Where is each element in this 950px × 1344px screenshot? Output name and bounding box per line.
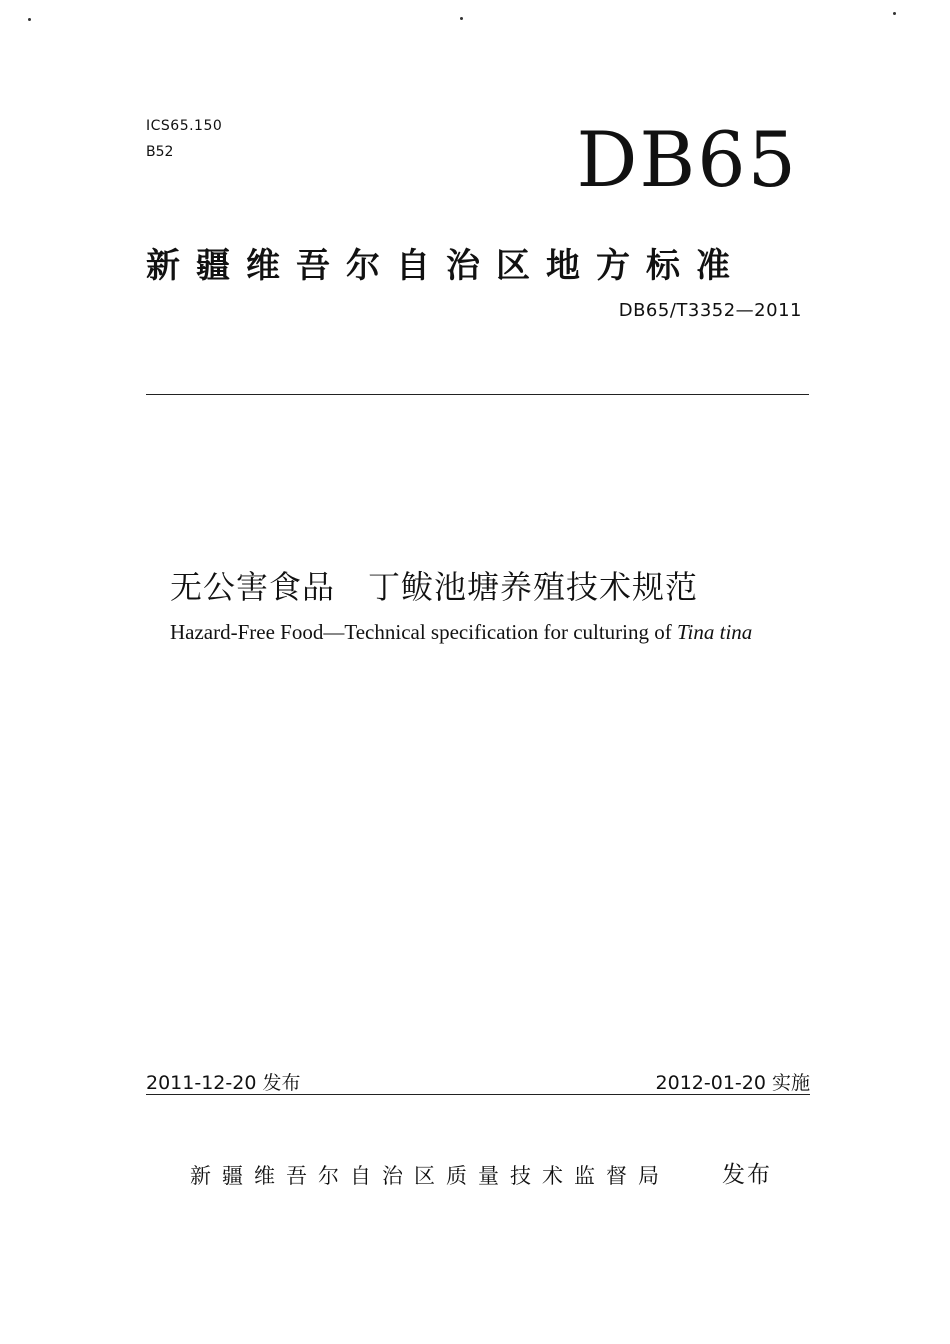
issuer-name: 新疆维吾尔自治区质量技术监督局 bbox=[190, 1164, 670, 1188]
standard-title: 新疆维吾尔自治区地方标准 bbox=[146, 246, 746, 286]
date-row bbox=[146, 1068, 810, 1095]
db65-logo: DB65 bbox=[576, 115, 798, 204]
ccs-code: B52 bbox=[146, 144, 174, 160]
en-title-prefix: Hazard-Free Food—Technical specification for culturing of bbox=[170, 620, 678, 644]
standard-number: DB65/T3352—2011 bbox=[618, 300, 802, 321]
scan-speck bbox=[28, 18, 31, 21]
document-title-cn: 无公害食品 丁鲅池塘养殖技术规范 bbox=[170, 568, 699, 606]
ics-code: ICS65.150 bbox=[146, 118, 223, 134]
scan-speck bbox=[893, 12, 896, 15]
header-divider bbox=[146, 394, 809, 395]
scan-speck bbox=[460, 17, 463, 20]
document-title-en bbox=[170, 620, 752, 645]
publish-date: 2011-12-20 发布 bbox=[146, 1072, 301, 1094]
implement-date: 2012-01-20 实施 bbox=[655, 1072, 810, 1094]
issuer-action: 发布 bbox=[722, 1162, 772, 1188]
en-title-species: Tina tina bbox=[677, 620, 753, 644]
